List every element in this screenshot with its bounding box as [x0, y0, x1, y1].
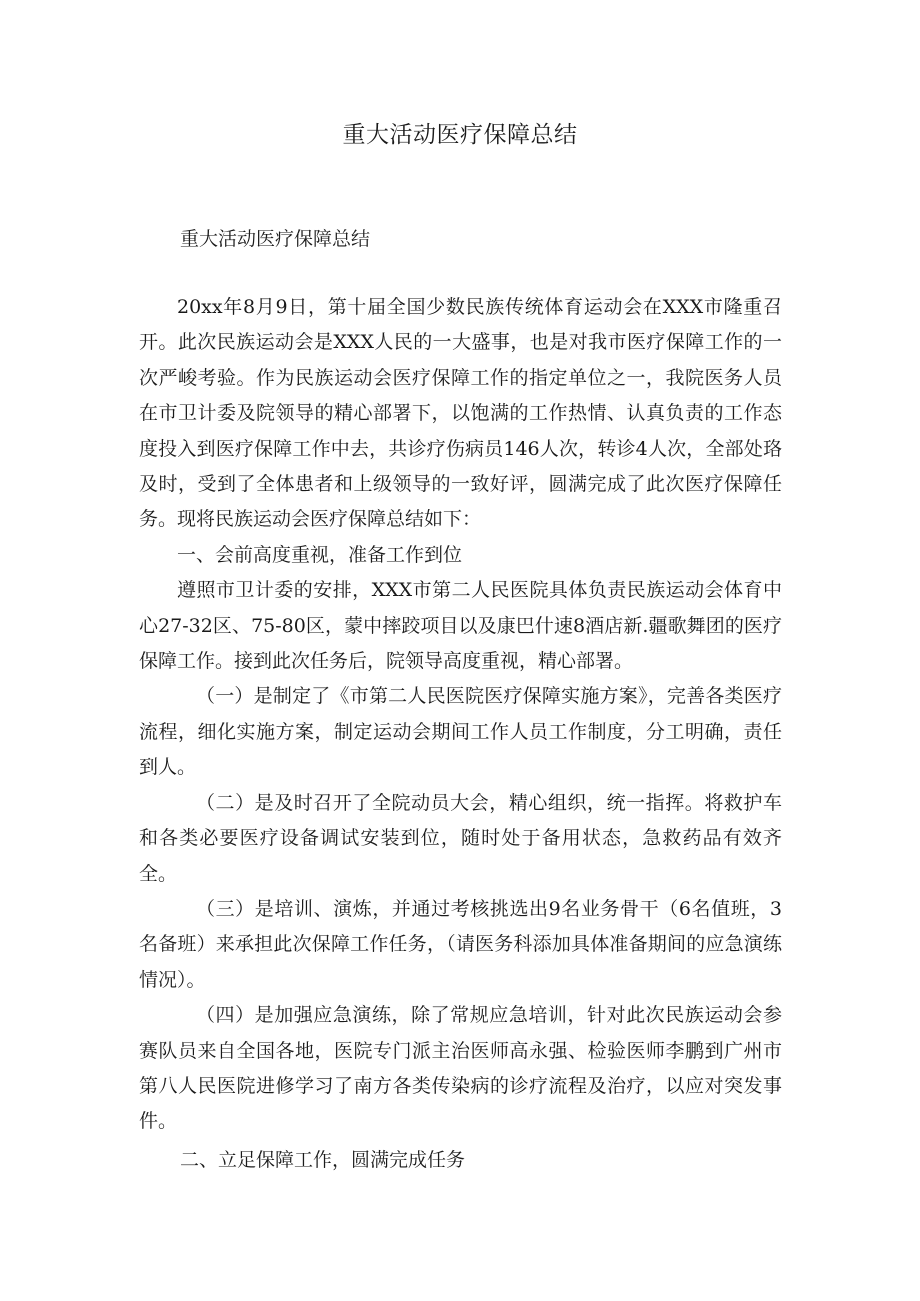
section-heading-2: 二、立足保障工作，圆满完成任务 — [180, 1149, 466, 1171]
item-2-paragraph: （二）是及时召开了全院动员大会，精心组织，统一指挥。将救护车和各类必要医疗设备调试安装到位，随时处于备用状态，急救药品有效齐全。 — [139, 791, 782, 885]
document-body — [139, 290, 782, 1140]
item-1-paragraph: （一）是制定了《市第二人民医院医疗保障实施方案》，完善各类医疗流程，细化实施方案，制定运动会期间工作人员工作制度，分工明确，责任到人。 — [139, 685, 782, 779]
item-3-paragraph: （三）是培训、演炼，并通过考核挑选出9名业务骨干（6名值班，3名备班）来承担此次保障工作任务，（请医务科添加具体准备期间的应急演练情况）。 — [139, 897, 782, 991]
section-1-paragraph: 遵照市卫计委的安排，XXX市第二人民医院具体负责民族运动会体育中心27-32区、75-80区，蒙中摔跤项目以及康巴什速8酒店新.疆歌舞团的医疗保障工作。接到此次任务后，院领导高度重视，精心部署。 — [139, 579, 782, 673]
document-subtitle: 重大活动医疗保障总结 — [180, 228, 371, 250]
item-4-paragraph: （四）是加强应急演练，除了常规应急培训，针对此次民族运动会参赛队员来自全国各地，医院专门派主治医师高永强、检验医师李鹏到广州市第八人民医院进修学习了南方各类传染病的诊疗流程及治疗，以应对突发事件。 — [139, 1004, 782, 1133]
section-heading-1: 一、会前高度重视，准备工作到位 — [177, 543, 463, 566]
document-title: 重大活动医疗保障总结 — [342, 122, 578, 148]
intro-paragraph: 20xx年8月9日，第十届全国少数民族传统体育运动会在XXX市隆重召开。此次民族运动会是XXX人民的一大盛事，也是对我市医疗保障工作的一次严峻考验。作为民族运动会医疗保障工作的指定单位之一，我院医务人员在市卫计委及院领导的精心部署下，以饱满的工作热情、认真负责的工作态度投入到医疗保障工作中去，共诊疗伤病员146人次，转诊4人次，全部处珞及时，受到了全体患者和上级领导的一致好评，圆满完成了此次医疗保障任务。现将民族运动会医疗保障总结如下： — [139, 296, 782, 531]
